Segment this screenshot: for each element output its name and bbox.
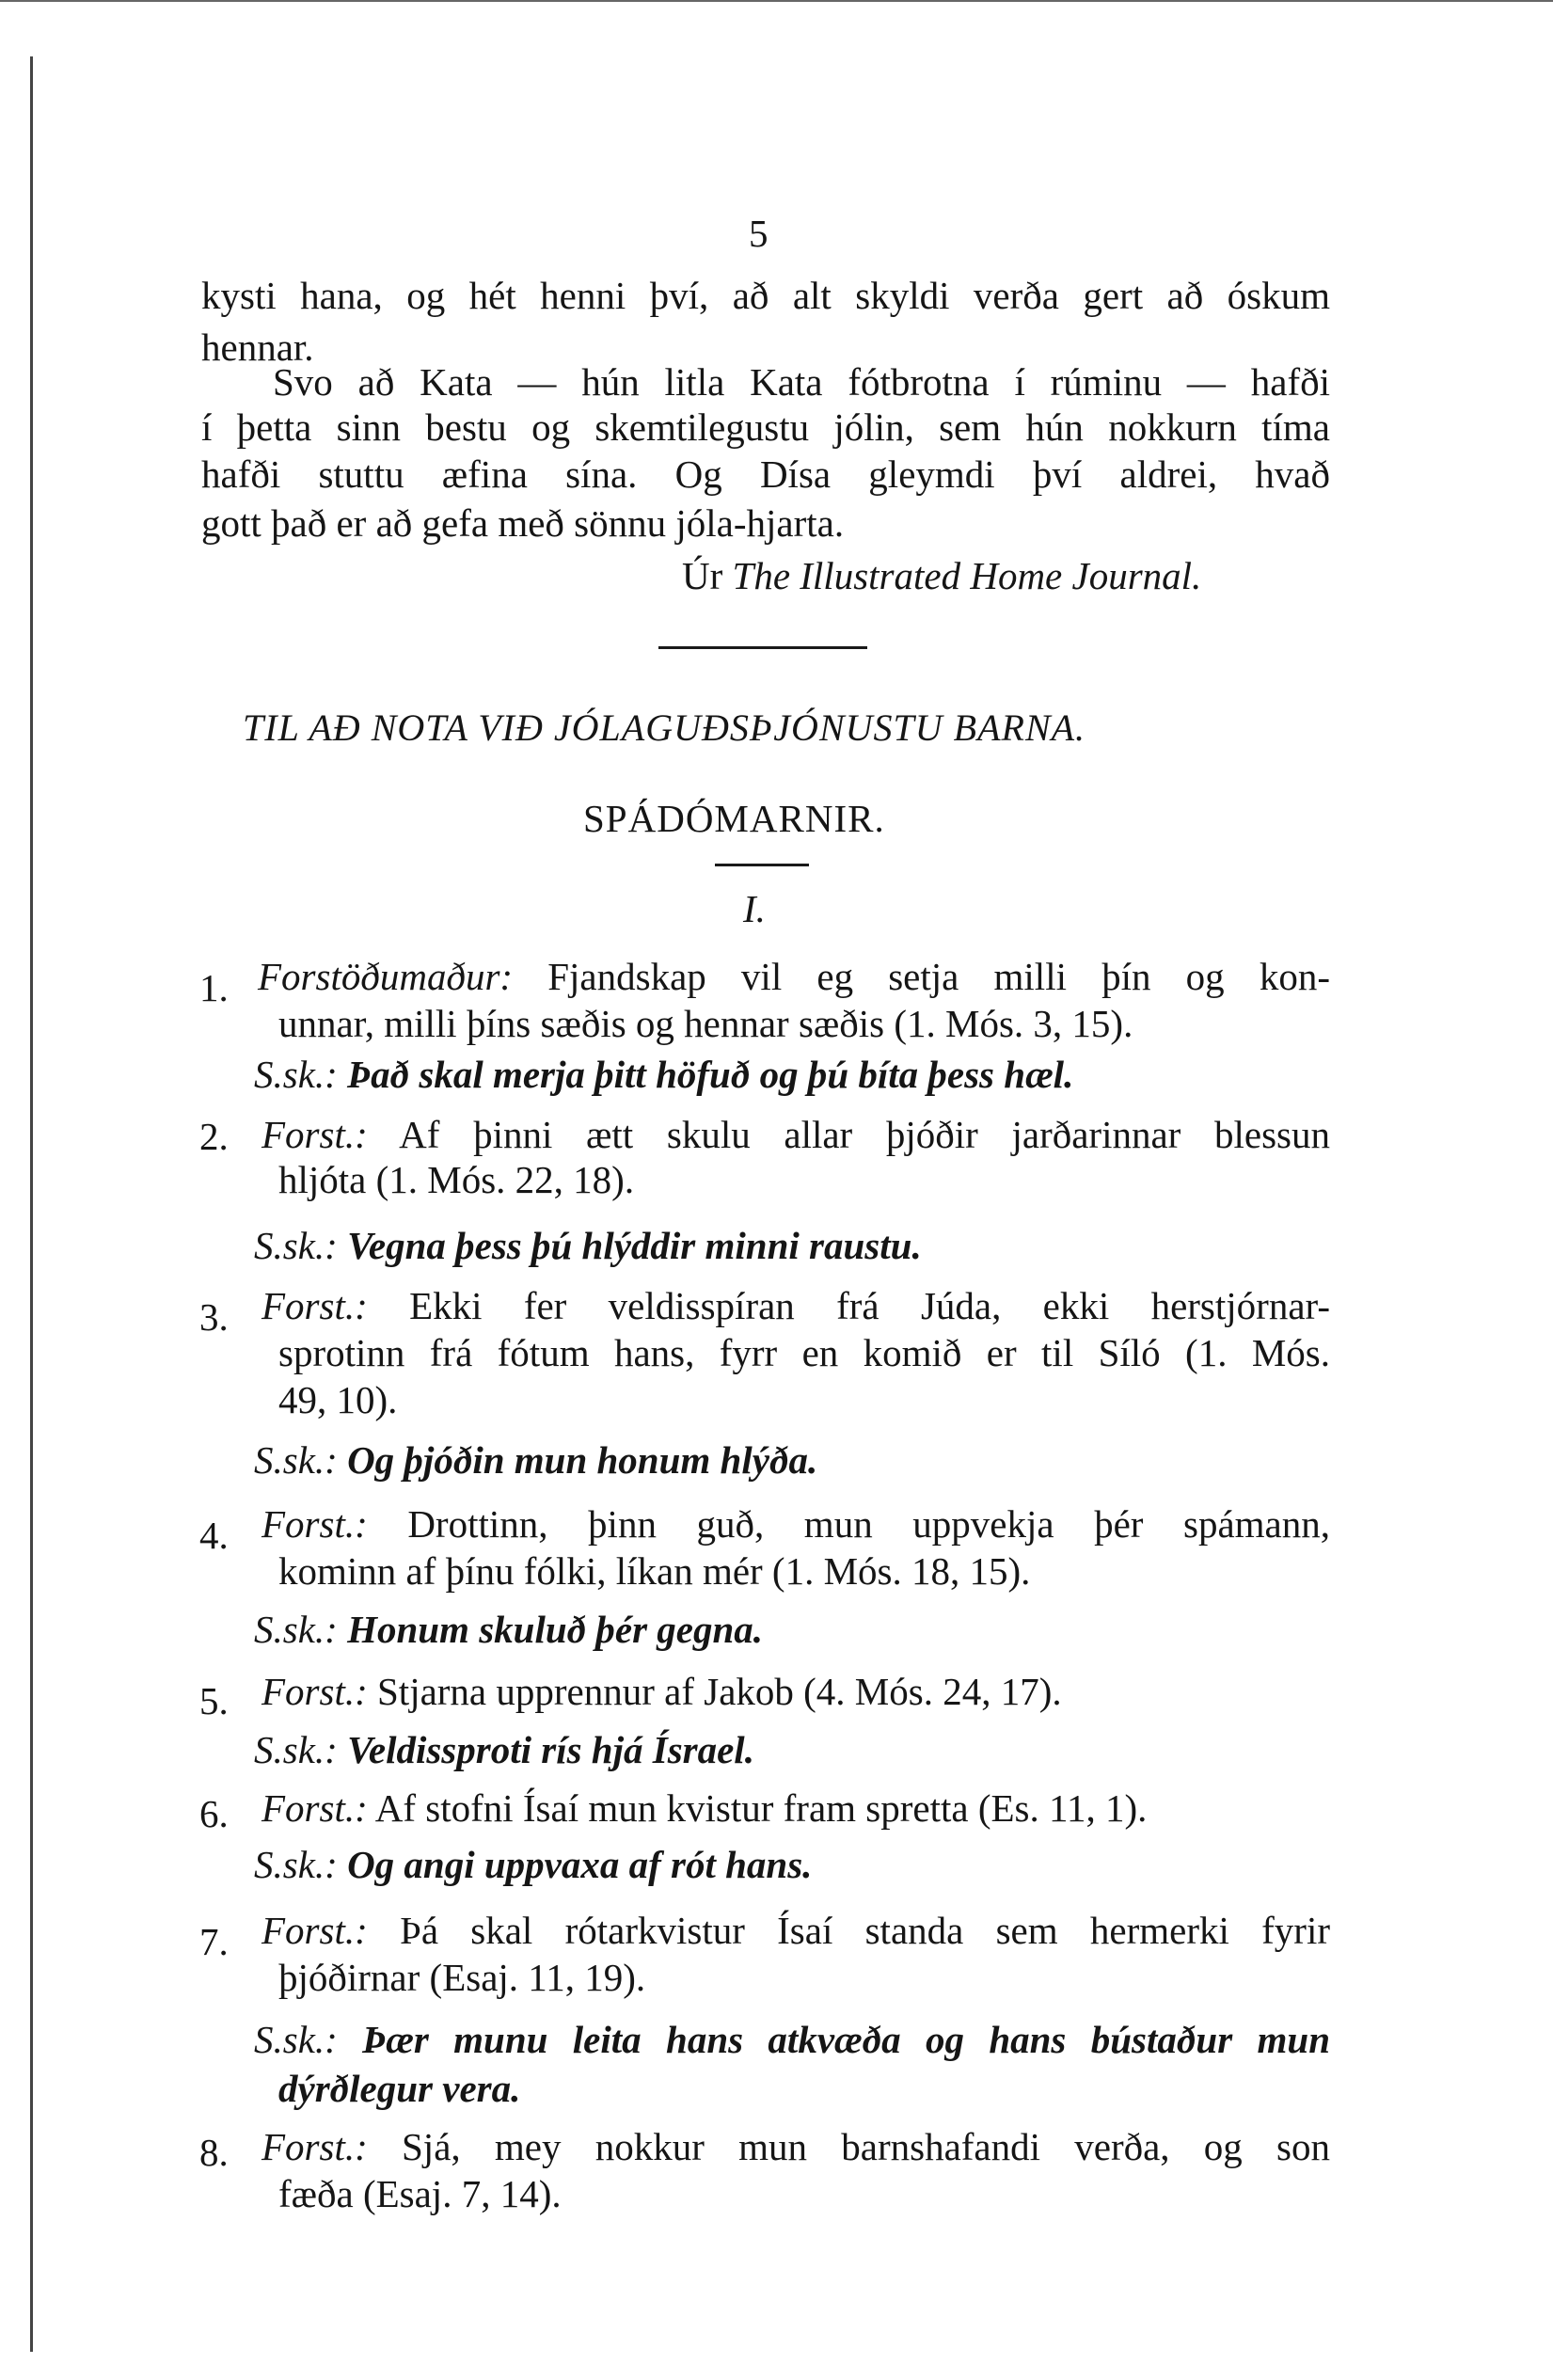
speaker-label: Forst.: <box>261 1909 368 1952</box>
speaker-label: Forst.: <box>261 1113 368 1156</box>
intro-line: í þetta sinn bestu og skemtilegustu jólin, sem hún nokkurn tíma <box>201 405 1330 449</box>
item-line: fæða (Esaj. 7, 14). <box>278 2172 562 2215</box>
numeral-divider <box>715 864 809 866</box>
item-text <box>261 1906 1330 1955</box>
response-label: S.sk.: <box>254 2018 338 2061</box>
section-heading: TIL AÐ NOTA VIÐ JÓLAGUÐSÞJÓNUSTU BARNA. <box>243 706 1086 749</box>
response <box>254 1437 817 1483</box>
page-number: 5 <box>749 212 769 255</box>
source-prefix: Úr <box>682 554 723 597</box>
response-label: S.sk.: <box>254 1224 338 1267</box>
response-label: S.sk.: <box>254 1728 338 1771</box>
response-line: Það skal merja þitt höfuð og þú bíta þess hæl. <box>347 1053 1074 1096</box>
item-text <box>261 1784 1147 1833</box>
response-line: dýrðlegur vera. <box>278 2067 521 2110</box>
response-label: S.sk.: <box>254 1438 338 1482</box>
scan-edge-line <box>30 56 33 2352</box>
speaker-label: Forst.: <box>261 1786 368 1830</box>
response-label: S.sk.: <box>254 1608 338 1651</box>
speaker-label: Forstöðumaður: <box>258 955 514 998</box>
response <box>254 1842 812 1887</box>
scan-top-line <box>0 0 1553 2</box>
item-text <box>261 1281 1330 1330</box>
subheading: SPÁDÓMARNIR. <box>583 797 885 840</box>
speaker-label: Forst.: <box>261 1670 368 1713</box>
intro-line: kysti hana, og hét henni því, að alt skyldi verða gert að óskum <box>201 274 1330 317</box>
item-number: 4. <box>199 1514 229 1557</box>
item-line: Ekki fer veldisspíran frá Júda, ekki herstjórnar- <box>409 1284 1331 1327</box>
response-line: Honum skuluð þér gegna. <box>347 1608 764 1651</box>
response <box>254 1223 922 1268</box>
item-line: Stjarna upprennur af Jakob (4. Mós. 24, 17). <box>377 1670 1062 1713</box>
item-text <box>258 952 1330 1001</box>
item-number: 2. <box>199 1115 229 1158</box>
item-text <box>261 1499 1330 1548</box>
response-line: Þær munu leita hans atkvæða og hans bústaður mun <box>362 2018 1331 2061</box>
intro-line: hennar. <box>201 325 314 369</box>
item-text <box>261 1667 1062 1716</box>
item-number: 5. <box>199 1679 229 1722</box>
item-line: Af þinni ætt skulu allar þjóðir jarðarinnar blessun <box>399 1113 1330 1156</box>
item-line: hljóta (1. Mós. 22, 18). <box>278 1158 635 1201</box>
response <box>254 2017 1330 2062</box>
item-line: Af stofni Ísaí mun kvistur fram spretta (Es. 11, 1). <box>374 1786 1148 1830</box>
item-text <box>261 2122 1330 2171</box>
response-line: Vegna þess þú hlýddir minni raustu. <box>347 1224 922 1267</box>
item-line: sprotinn frá fótum hans, fyrr en komið er til Síló (1. Mós. <box>278 1331 1330 1374</box>
response-label: S.sk.: <box>254 1053 338 1096</box>
item-line: þjóðirnar (Esaj. 11, 19). <box>278 1956 646 1999</box>
item-number: 7. <box>199 1920 229 1963</box>
item-line: unnar, milli þíns sæðis og hennar sæðis (1. Mós. 3, 15). <box>278 1002 1133 1045</box>
item-number: 8. <box>199 2131 229 2174</box>
item-line: Þá skal rótarkvistur Ísaí standa sem hermerki fyrir <box>400 1909 1330 1952</box>
item-text <box>261 1110 1330 1159</box>
response <box>254 1727 754 1772</box>
section-divider <box>658 646 867 649</box>
response-label: S.sk.: <box>254 1843 338 1886</box>
item-line: Fjandskap vil eg setja milli þín og kon- <box>547 955 1330 998</box>
response-line: Og þjóðin mun honum hlýða. <box>347 1438 818 1482</box>
item-line: Sjá, mey nokkur mun barnshafandi verða, og son <box>402 2125 1330 2168</box>
response-line: Veldissproti rís hjá Ísrael. <box>347 1728 754 1771</box>
section-numeral: I. <box>743 887 766 930</box>
speaker-label: Forst.: <box>261 1284 368 1327</box>
source-title: The Illustrated Home Journal. <box>732 554 1202 597</box>
item-number: 6. <box>199 1792 229 1835</box>
item-line: Drottinn, þinn guð, mun uppvekja þér spámann, <box>407 1502 1330 1546</box>
intro-line: hafði stuttu æfina sína. Og Dísa gleymdi því aldrei, hvað <box>201 452 1330 496</box>
source-attribution <box>682 551 1201 600</box>
response-line: Og angi uppvaxa af rót hans. <box>347 1843 813 1886</box>
item-number: 1. <box>199 966 229 1009</box>
item-number: 3. <box>199 1295 229 1339</box>
intro-line: Svo að Kata — hún litla Kata fótbrotna í rúminu — hafði <box>273 360 1330 404</box>
speaker-label: Forst.: <box>261 1502 368 1546</box>
response <box>254 1607 763 1652</box>
speaker-label: Forst.: <box>261 2125 368 2168</box>
response <box>254 1052 1073 1097</box>
item-line: kominn af þínu fólki, líkan mér (1. Mós. 18, 15). <box>278 1549 1031 1593</box>
intro-line: gott það er að gefa með sönnu jóla-hjarta. <box>201 501 845 545</box>
item-line: 49, 10). <box>278 1378 398 1421</box>
